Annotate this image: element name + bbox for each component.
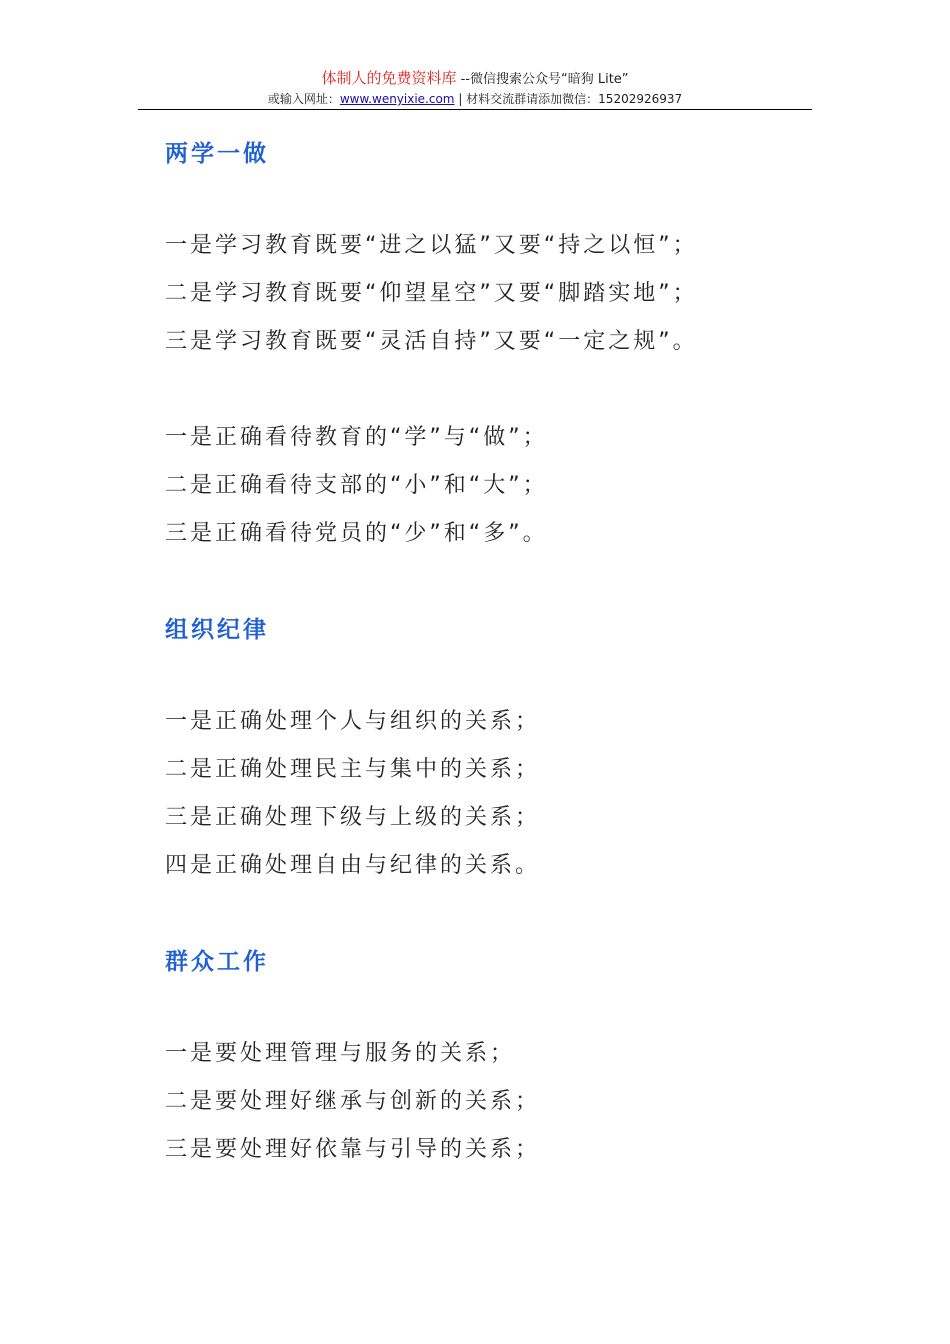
list-item: 四是正确处理自由与纪律的关系。 [165, 853, 541, 878]
section-qunzhong-gongzuo [165, 942, 805, 1174]
list-item: 二是正确处理民主与集中的关系； [165, 757, 541, 782]
list-item: 一是学习教育既要“进之以猛”又要“持之以恒”； [165, 233, 698, 258]
list-item: 二是要处理好继承与创新的关系； [165, 1089, 541, 1114]
list-item: 一是正确看待教育的“学”与“做”； [165, 425, 548, 450]
list-item: 三是学习教育既要“灵活自持”又要“一定之规”。 [165, 329, 698, 354]
list-item: 二是学习教育既要“仰望星空”又要“脚踏实地”； [165, 281, 698, 306]
list-item: 一是正确处理个人与组织的关系； [165, 709, 541, 734]
paragraph-group [165, 698, 805, 890]
paragraph-group [165, 222, 805, 366]
paragraph-group [165, 414, 805, 558]
section-zuzhi-jilv [165, 610, 805, 890]
section-heading: 两学一做 [165, 141, 269, 167]
header-contact: | 材料交流群请添加微信：15202926937 [454, 92, 683, 106]
document-body [165, 134, 805, 1174]
header-title: 体制人的免费资料库 [321, 69, 457, 87]
header-url-prefix: 或输入网址： [267, 92, 340, 106]
list-item: 二是正确看待支部的“小”和“大”； [165, 473, 548, 498]
section-heading: 群众工作 [165, 949, 269, 975]
list-item: 一是要处理管理与服务的关系； [165, 1041, 516, 1066]
paragraph-group [165, 1030, 805, 1174]
list-item: 三是正确看待党员的“少”和“多”。 [165, 521, 548, 546]
list-item: 三是正确处理下级与上级的关系； [165, 805, 541, 830]
list-item: 三是要处理好依靠与引导的关系； [165, 1137, 541, 1162]
header-line-2 [138, 90, 812, 108]
section-heading: 组织纪律 [165, 617, 269, 643]
page-header [138, 68, 812, 108]
header-line-1 [138, 68, 812, 90]
header-divider [138, 109, 812, 110]
section-liangxue-yizuo [165, 134, 805, 558]
header-subtitle: --微信搜索公众号“暗狗 Lite” [460, 72, 629, 87]
header-url-link[interactable]: www.wenyixie.com [339, 92, 455, 106]
